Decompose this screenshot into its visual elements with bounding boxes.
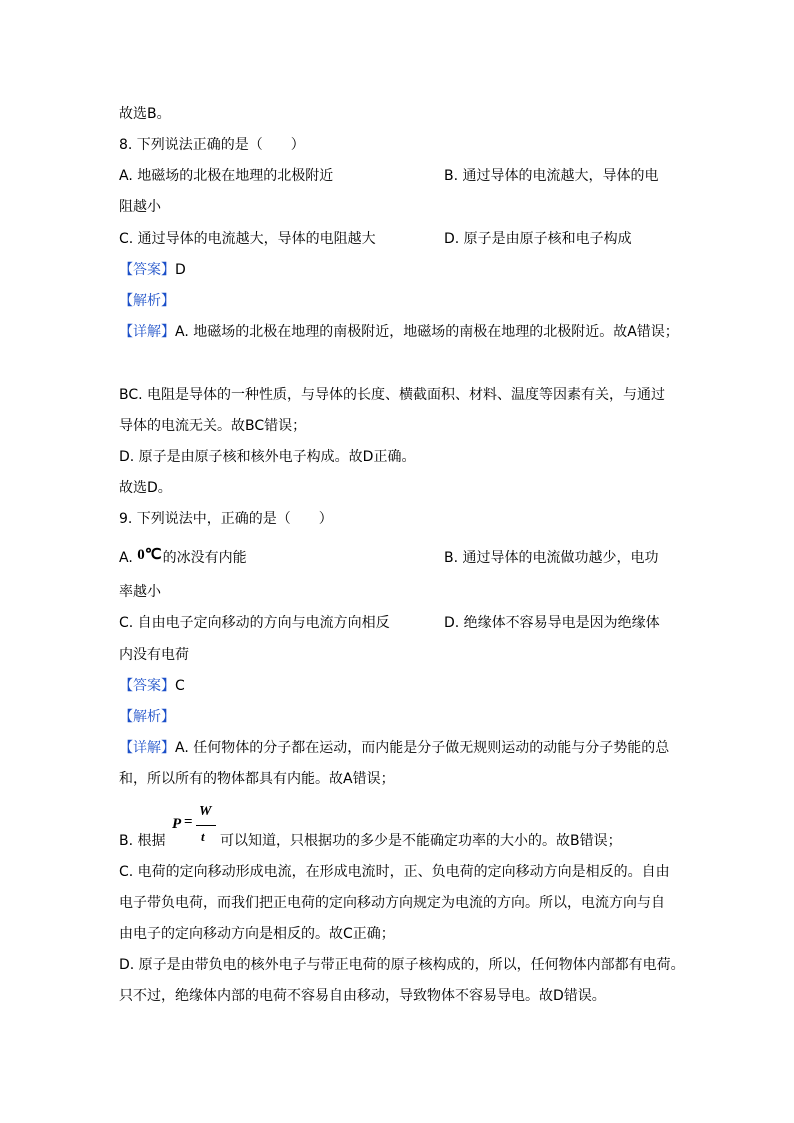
temperature-symbol: 0℃	[137, 547, 162, 563]
answer-9	[119, 676, 185, 696]
analysis-tag: 【解析】	[119, 293, 175, 309]
detail-9c-3: 由电子的定向移动方向是相反的。故C正确；	[119, 926, 395, 942]
detail-9d-2: 只不过，绝缘体内部的电荷不容易自由移动，导致物体不容易导电。故D错误。	[119, 988, 606, 1004]
detail-tag: 【详解】	[119, 740, 175, 756]
detail-text: A. 地磁场的北极在地理的南极附近，地磁场的南极在地理的北极附近。故A错误；	[175, 324, 679, 340]
detail-8bc-1: BC. 电阻是导体的一种性质，与导体的长度、横截面积、材料、温度等因素有关，与通过	[119, 387, 666, 403]
formula-equals: =	[184, 814, 193, 830]
answer-8	[119, 260, 186, 280]
option-9b-cont: 率越小	[119, 584, 161, 600]
option-8d: D. 原子是由原子核和电子构成	[444, 231, 632, 247]
option-9b: B. 通过导体的电流做功越少，电功	[444, 550, 659, 566]
answer-value: D	[175, 262, 186, 278]
fraction-bar	[196, 825, 216, 826]
answer-tag: 【答案】	[119, 678, 175, 694]
option-9c: C. 自由电子定向移动的方向与电流方向相反	[119, 615, 390, 631]
detail-8bc-2: 导体的电流无关。故BC错误；	[119, 418, 307, 434]
analysis-tag: 【解析】	[119, 709, 175, 725]
question-9: 9. 下列说法中，正确的是（ ）	[119, 511, 333, 527]
detail-9c-1: C. 电荷的定向移动形成电流，在形成电流时，正、负电荷的定向移动方向是相反的。自由	[119, 864, 670, 880]
option-8c: C. 通过导体的电流越大，导体的电阻越大	[119, 231, 376, 247]
option-9d: D. 绝缘体不容易导电是因为绝缘体	[444, 615, 660, 631]
option-text: 的冰没有内能	[162, 550, 247, 566]
answer-tag: 【答案】	[119, 262, 175, 278]
detail-tag: 【详解】	[119, 324, 175, 340]
option-8b-cont: 阻越小	[119, 199, 161, 215]
option-label: A.	[119, 550, 138, 566]
detail-8a	[119, 322, 679, 342]
option-9d-cont: 内没有电荷	[119, 647, 189, 663]
power-formula	[172, 804, 218, 848]
detail-9d-1: D. 原子是由带负电的核外电子与带正电荷的原子核构成的，所以，任何物体内部都有电荷。	[119, 957, 685, 973]
question-8: 8. 下列说法正确的是（ ）	[119, 137, 305, 153]
text-line: 故选B。	[119, 106, 171, 122]
detail-9b-post: 可以知道，只根据功的多少是不能确定功率的大小的。故B错误；	[220, 833, 622, 849]
selection-8: 故选D。	[119, 480, 172, 496]
formula-denominator: t	[201, 829, 205, 844]
detail-9a-2: 和，所以所有的物体都具有内能。故A错误；	[119, 771, 395, 787]
option-8a: A. 地磁场的北极在地理的北极附近	[119, 168, 334, 184]
formula-numerator: W	[199, 804, 212, 819]
detail-text: A. 任何物体的分子都在运动，而内能是分子做无规则运动的动能与分子势能的总	[175, 740, 670, 756]
detail-9a-1	[119, 738, 669, 758]
detail-8d: D. 原子是由原子核和核外电子构成。故D正确。	[119, 449, 416, 465]
formula-p: P	[172, 816, 182, 832]
detail-9c-2: 电子带负电荷，而我们把正电荷的定向移动方向规定为电流的方向。所以，电流方向与自	[119, 895, 665, 911]
detail-9b-pre: B. 根据	[119, 833, 166, 849]
option-9a	[119, 548, 247, 568]
option-8b: B. 通过导体的电流越大，导体的电	[444, 168, 659, 184]
answer-value: C	[175, 678, 185, 694]
